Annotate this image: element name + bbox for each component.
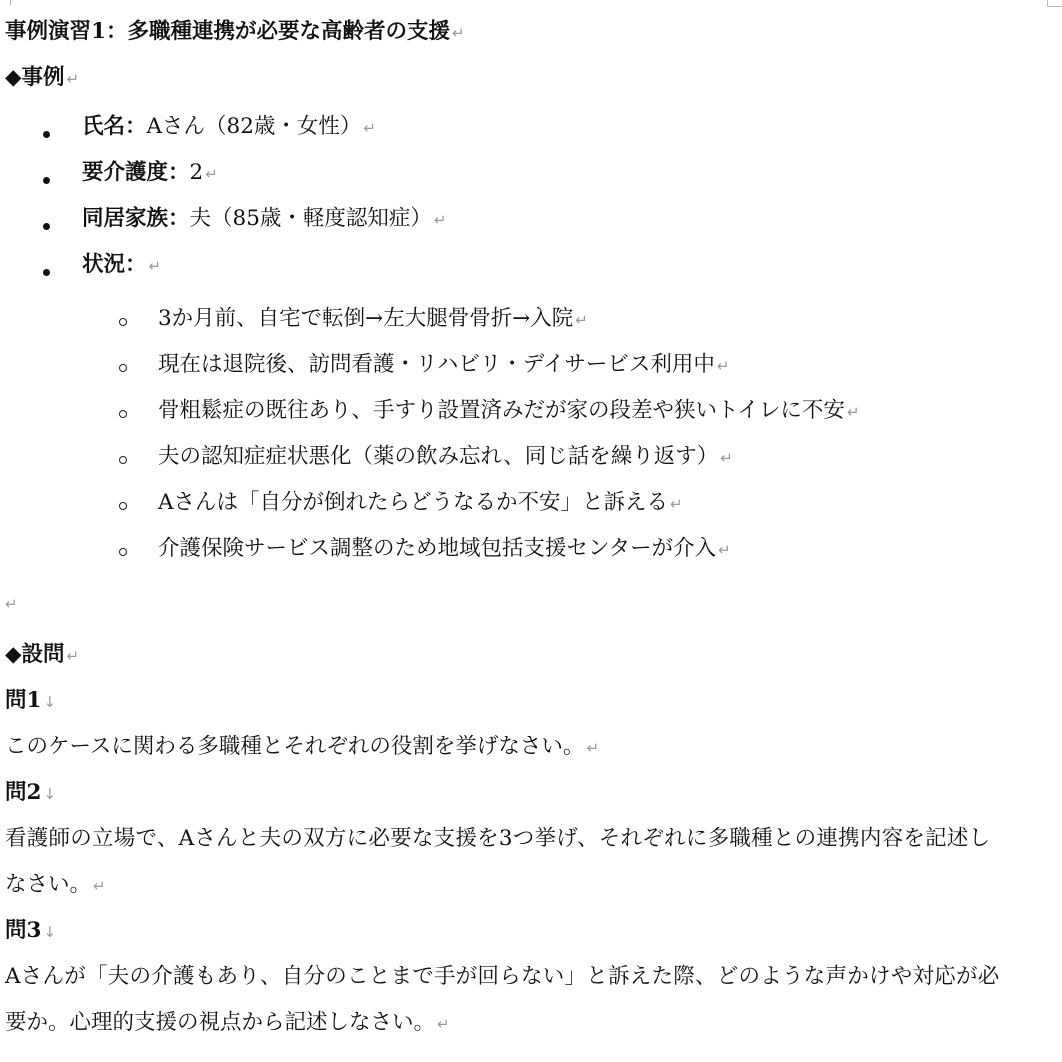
question-text: 看護師の立場で、Aさんと夫の双方に必要な支援を3つ挙げ、それぞれに多職種との連携内容を記述し — [5, 826, 991, 851]
situation-text: 骨粗鬆症の既往あり、手すり設置済みだが家の段差や狭いトイレに不安 — [158, 398, 845, 423]
question-3-text-line[interactable] — [5, 962, 1000, 992]
margin-corner-mark — [0, 0, 11, 5]
sub-bullet-icon — [119, 502, 127, 510]
item-value: 夫（85歳・軽度認知症） — [189, 206, 432, 231]
situation-item[interactable] — [158, 396, 860, 426]
situation-item[interactable] — [158, 304, 588, 334]
bullet-icon — [43, 131, 50, 138]
paragraph-mark: ↵ — [66, 70, 80, 88]
question-3-text-line[interactable] — [5, 1008, 450, 1038]
paragraph-mark: ↵ — [205, 165, 218, 183]
paragraph-mark: ↵ — [66, 647, 80, 665]
question-text: なさい。 — [5, 872, 92, 897]
bullet-icon — [43, 177, 50, 184]
line-break-mark: ↓ — [43, 785, 57, 803]
paragraph-mark: ↵ — [451, 24, 465, 42]
question-3-label[interactable] — [5, 916, 56, 946]
item-label: 要介護度： — [82, 160, 190, 185]
paragraph-mark: ↵ — [718, 541, 731, 559]
case-item-situation[interactable] — [82, 250, 161, 280]
case-item-name[interactable] — [82, 112, 376, 142]
paragraph-mark: ↵ — [670, 495, 683, 513]
situation-text: Aさんは「自分が倒れたらどうなるか不安」と訴える — [158, 490, 669, 515]
sub-bullet-icon — [119, 364, 127, 372]
paragraph-mark: ↵ — [846, 403, 860, 421]
situation-text: 3か月前、自宅で転倒→左大腿骨骨折→入院 — [158, 306, 574, 331]
line-break-mark: ↓ — [43, 693, 57, 711]
question-1-label[interactable] — [5, 686, 56, 716]
situation-text: 夫の認知症症状悪化（薬の飲み忘れ、同じ話を繰り返す） — [158, 444, 719, 469]
question-2-text-line[interactable] — [5, 870, 106, 900]
margin-corner-mark — [1047, 0, 1062, 7]
situation-item[interactable] — [158, 534, 731, 564]
bullet-icon — [43, 223, 50, 230]
question-text: 要か。心理的支援の視点から記述しなさい。 — [5, 1010, 436, 1035]
case-heading[interactable] — [5, 63, 79, 93]
line-break-mark: ↓ — [43, 923, 57, 941]
question-2-text-line[interactable] — [5, 824, 990, 854]
item-value: 2 — [189, 160, 204, 185]
paragraph-mark: ↵ — [437, 1015, 450, 1033]
situation-item[interactable] — [158, 442, 733, 472]
question-text: このケースに関わる多職種とそれぞれの役割を挙げなさい。 — [5, 734, 585, 759]
question-2-label[interactable] — [5, 778, 56, 808]
sub-bullet-icon — [119, 318, 127, 326]
situation-item[interactable] — [158, 488, 683, 518]
question-1-text[interactable] — [5, 732, 599, 762]
item-label: 状況： — [82, 252, 147, 277]
question-label-text: 問2 — [5, 780, 42, 805]
case-heading-text: ◆事例 — [5, 65, 65, 90]
paragraph-mark: ↵ — [720, 449, 733, 467]
paragraph-mark: ↵ — [586, 739, 600, 757]
bullet-icon — [43, 269, 50, 276]
sub-bullet-icon — [119, 410, 127, 418]
item-value: Aさん（82歳・女性） — [146, 114, 362, 139]
paragraph-mark: ↵ — [716, 357, 730, 375]
question-text: Aさんが「夫の介護もあり、自分のことまで手が回らない」と訴えた際、どのような声かけや対応が必 — [5, 964, 1000, 989]
situation-text: 現在は退院後、訪問看護・リハビリ・デイサービス利用中 — [158, 352, 715, 377]
question-label-text: 問3 — [5, 918, 42, 943]
case-item-family[interactable] — [82, 204, 446, 234]
paragraph-mark: ↵ — [575, 311, 588, 329]
paragraph-mark: ↵ — [93, 877, 106, 895]
paragraph-mark: ↵ — [363, 119, 376, 137]
questions-heading-text: ◆設問 — [5, 642, 65, 667]
title-text: 事例演習1：多職種連携が必要な高齢者の支援 — [5, 19, 450, 44]
case-item-care-level[interactable] — [82, 158, 218, 188]
situation-item[interactable] — [158, 350, 729, 380]
paragraph-mark: ↵ — [5, 595, 18, 613]
document-title[interactable] — [5, 17, 465, 47]
paragraph-mark: ↵ — [148, 257, 162, 275]
questions-heading[interactable] — [5, 640, 79, 670]
sub-bullet-icon — [119, 456, 127, 464]
question-label-text: 問1 — [5, 688, 42, 713]
item-label: 氏名： — [82, 114, 147, 139]
empty-paragraph[interactable] — [5, 588, 18, 618]
paragraph-mark: ↵ — [433, 211, 447, 229]
situation-text: 介護保険サービス調整のため地域包括支援センターが介入 — [158, 536, 717, 561]
sub-bullet-icon — [119, 548, 127, 556]
item-label: 同居家族： — [82, 206, 190, 231]
